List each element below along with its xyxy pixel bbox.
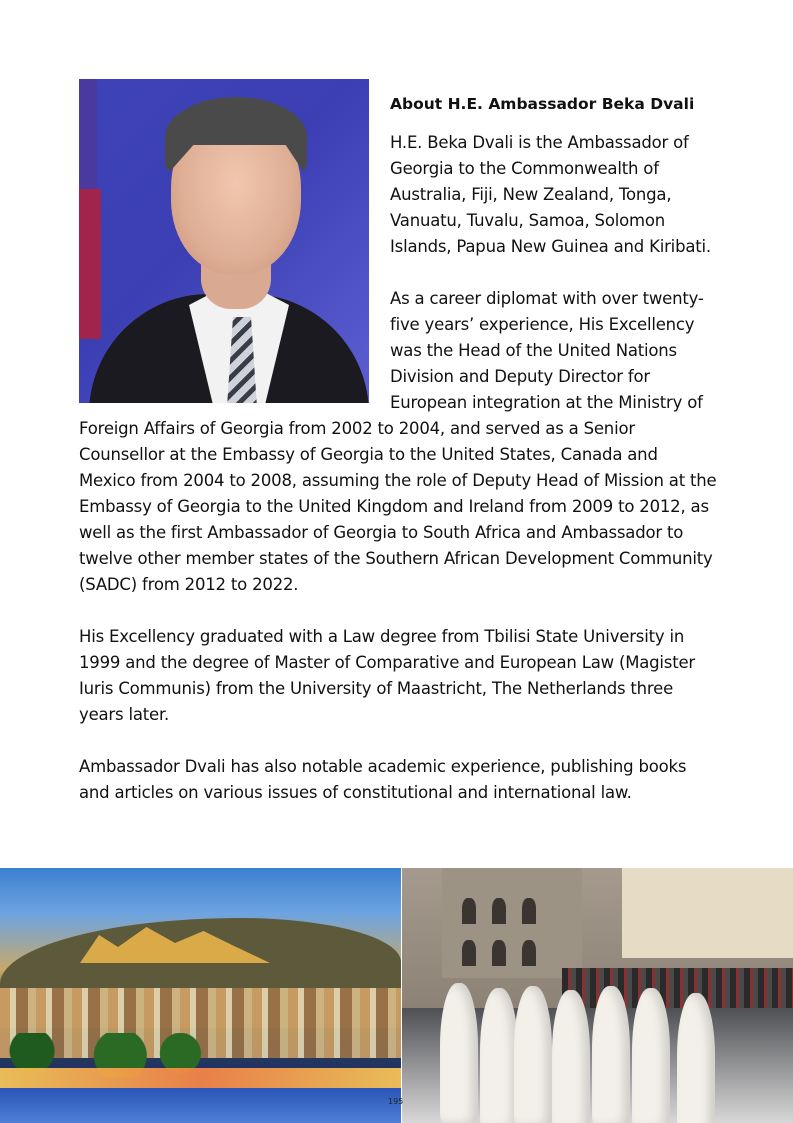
article xyxy=(79,79,719,832)
paragraph-intro: H.E. Beka Dvali is the Ambassador of Georgia to the Commonwealth of Australia, Fiji, New Zealand, Tonga, Vanuatu, Tuvalu, Samoa, Solomon Islands, Papua New Guinea and Kiribati. xyxy=(390,133,711,256)
tbilisi-city-photo xyxy=(0,868,404,1123)
georgian-dancers-photo xyxy=(402,868,793,1123)
article-heading: About H.E. Ambassador Beka Dvali xyxy=(390,95,695,113)
paragraph-career: As a career diplomat with over twenty-five years’ experience, His Excellency was the Head of the United Nations Division and Deputy Director for European integration at the Ministry of Foreign Affairs of Georgia from 2002 to 2004, and served as a Senior Counsellor at the Embassy of Georgia to the United States, Canada and Mexico from 2004 to 2008, assuming the role of Deputy Head of Mission at the Embassy of Georgia to the United Kingdom and Ireland from 2009 to 2012, as well as the first Ambassador of Georgia to South Africa and Ambassador to twelve other member states of the Southern African Development Community (SADC) from 2012 to 2022. xyxy=(79,289,717,594)
paragraph-education: His Excellency graduated with a Law degree from Tbilisi State University in 1999 and the degree of Master of Comparative and European Law (Magister Iuris Communis) from the University of Maastricht, The Netherlands three years later. xyxy=(79,627,695,724)
page-number: 195 xyxy=(388,1097,404,1106)
ambassador-portrait xyxy=(79,79,369,403)
paragraph-academic: Ambassador Dvali has also notable academic experience, publishing books and articles on various issues of constitutional and international law. xyxy=(79,757,687,802)
photo-strip xyxy=(0,868,793,1123)
